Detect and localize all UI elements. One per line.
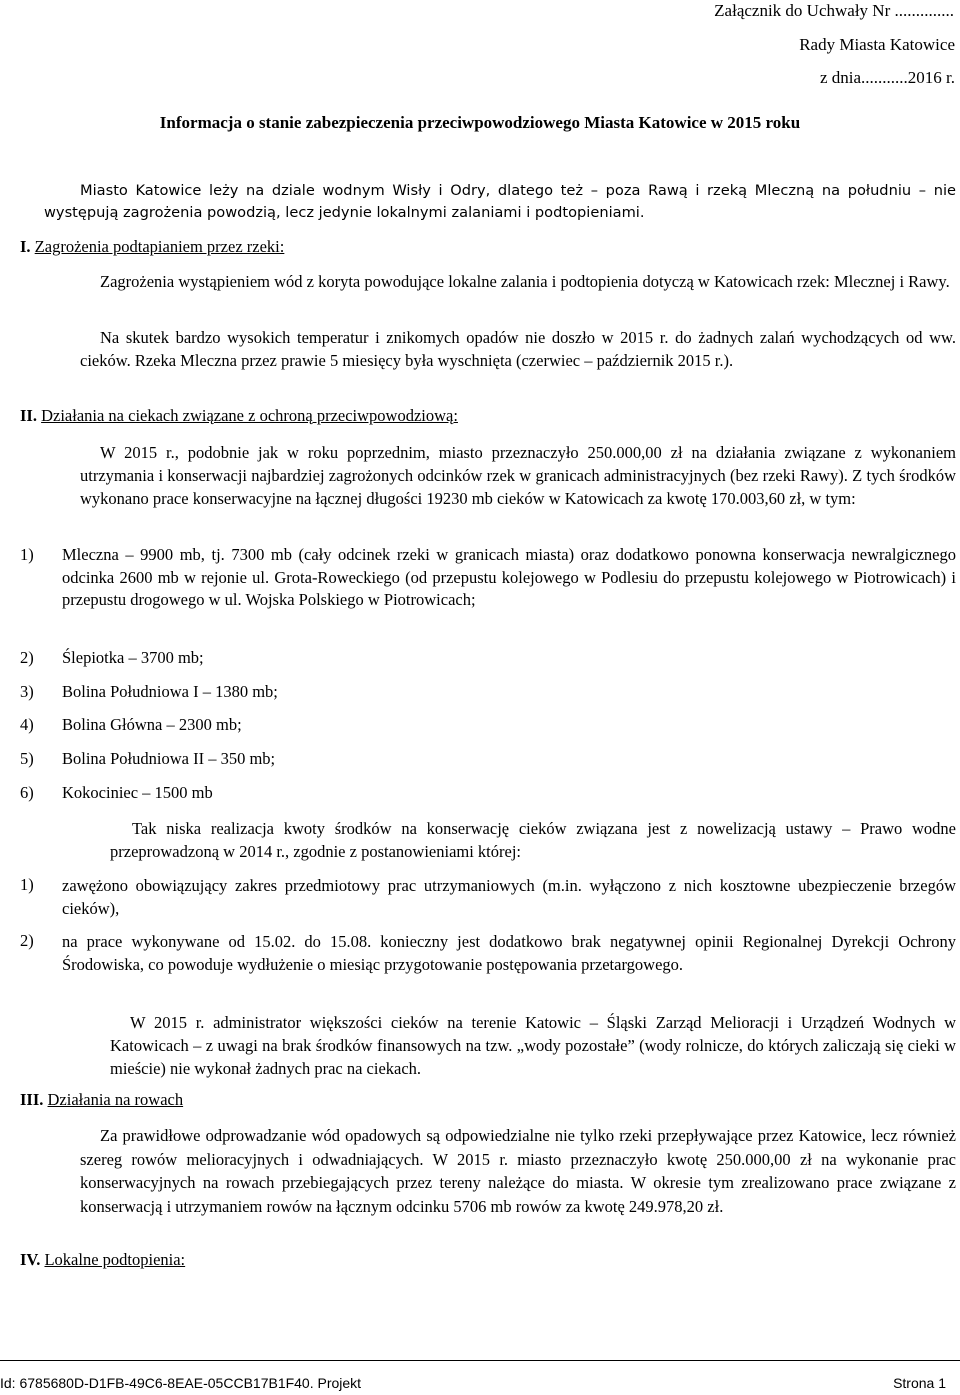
list-item: 5) Bolina Południowa II – 350 mb; bbox=[20, 748, 960, 771]
section-2-paragraph-1: W 2015 r., podobnie jak w roku poprzednim, miasto przeznaczyło 250.000,00 zł na działania związane z wykonaniem utrzymania i konserwacji najbardziej zagrożonych odcinków rzek w granicach administracyjnych (bez rzeki Rawy). Z tych środków wykonano prace konserwacyjne na łącznej długości 19230 mb cieków w Katowicach za kwotę 170.003,60 zł, w tym: bbox=[80, 443, 956, 508]
section-1-number: I. bbox=[20, 237, 31, 256]
document-id: Id: 6785680D-D1FB-49C6-8EAE-05CCB17B1F40. Projekt bbox=[0, 1375, 362, 1391]
header-line-1: Załącznik do Uchwały Nr .............. bbox=[714, 1, 954, 20]
document-title: Informacja o stanie zabezpieczenia przeciwpowodziowego Miasta Katowice w 2015 roku bbox=[159, 113, 801, 132]
page-number: Strona 1 bbox=[893, 1375, 946, 1391]
section-2-paragraph-3: W 2015 r. administrator większości cieków na terenie Katowic – Śląski Zarząd Melioracji i Urządzeń Wodnych w Katowicach – z uwagi na brak środków finansowych na tzw. „wody pozostałe” (wody rolnicze, do których zaliczają się cieki w mieście) nie wykonał żadnych prac na ciekach. bbox=[110, 1013, 956, 1078]
section-3-heading bbox=[20, 1089, 183, 1112]
section-2-heading bbox=[20, 405, 458, 428]
section-4-title: Lokalne podtopienia: bbox=[44, 1250, 186, 1269]
list-item-text: zawężono obowiązujący zakres przedmiotowy prac utrzymaniowych (m.in. wyłączono z nich kosztowne ubezpieczenie brzegów cieków), bbox=[62, 876, 956, 918]
header-line-2: Rady Miasta Katowice bbox=[799, 35, 955, 54]
section-2-title: Działania na ciekach związane z ochroną przeciwpowodziową: bbox=[41, 406, 458, 425]
list-item: 2) na prace wykonywane od 15.02. do 15.08. konieczny jest dodatkowo brak negatywnej opinii Regionalnej Dyrekcji Ochrony Środowiska, co powoduje wydłużenie o miesiąc przygotowanie postępowania przetargowego. bbox=[20, 931, 956, 974]
list-item: 1) zawężono obowiązujący zakres przedmiotowy prac utrzymaniowych (m.in. wyłączono z nich kosztowne ubezpieczenie brzegów cieków), bbox=[20, 875, 956, 918]
section-3-title: Działania na rowach bbox=[47, 1090, 184, 1109]
section-4-number: IV. bbox=[20, 1250, 41, 1269]
list-item: 6) Kokociniec – 1500 mb bbox=[20, 782, 960, 805]
section-4-heading bbox=[20, 1249, 185, 1272]
section-2-number: II. bbox=[20, 406, 37, 425]
footer-rule bbox=[0, 1360, 960, 1361]
list-item-text: Mleczna – 9900 mb, tj. 7300 mb (cały odcinek rzeki w granicach miasta) oraz dodatkowo ponowna konserwacja newralgicznego odcinka 2600 mb w rejonie ul. Grota-Roweckiego (od przepustu kolejowego w Podlesiu do przepustu kolejowego w Piotrowicach) i przepustu drogowego w ul. Wojska Polskiego w Piotrowicach; bbox=[62, 545, 956, 609]
list-item-text: Bolina Południowa I – 1380 mb; bbox=[62, 682, 278, 701]
list-item-text: Bolina Główna – 2300 mb; bbox=[62, 715, 242, 734]
list-item-text: na prace wykonywane od 15.02. do 15.08. konieczny jest dodatkowo brak negatywnej opinii Regionalnej Dyrekcji Ochrony Środowiska, co powoduje wydłużenie o miesiąc przygotowanie postępowania przetargowego. bbox=[62, 932, 956, 974]
section-1-paragraph-1: Zagrożenia wystąpieniem wód z koryta powodujące lokalne zalania i podtopienia dotyczą w Katowicach rzek: Mlecznej i Rawy. bbox=[100, 272, 950, 291]
list-item: 1) Mleczna – 9900 mb, tj. 7300 mb (cały odcinek rzeki w granicach miasta) oraz dodatkowo ponowna konserwacja newralgicznego odcinka 2600 mb w rejonie ul. Grota-Roweckiego (od przepustu kolejowego w Podlesiu do przepustu kolejowego w Piotrowicach) i przepustu drogowego w ul. Wojska Polskiego w Piotrowicach; bbox=[20, 544, 960, 612]
section-2-paragraph-2: Tak niska realizacja kwoty środków na konserwację cieków związana jest z nowelizacją ustawy – Prawo wodne przeprowadzoną w 2014 r., zgodnie z postanowieniami której: bbox=[110, 819, 956, 861]
section-1-heading bbox=[20, 236, 284, 259]
list-item-text: Bolina Południowa II – 350 mb; bbox=[62, 749, 276, 768]
section-3-number: III. bbox=[20, 1090, 44, 1109]
header-line-3: z dnia...........2016 r. bbox=[819, 68, 955, 87]
section-3-paragraph-1: Za prawidłowe odprowadzanie wód opadowych są odpowiedzialne nie tylko rzeki przepływające przez Katowice, lecz również szereg rowów melioracyjnych i odwadniających. W 2015 r. miasto przeznaczyło kwotę 250.000,00 zł na wykonanie prac konserwacyjnych na rowach przebiegających przez tereny należące do miasta. W okresie tym zrealizowano prace związane z konserwacją i utrzymaniem rowów na łącznym odcinku 5706 mb rowów za kwotę 249.978,20 zł. bbox=[80, 1126, 956, 1216]
list-item-text: Kokociniec – 1500 mb bbox=[62, 783, 213, 802]
section-1-title: Zagrożenia podtapianiem przez rzeki: bbox=[34, 237, 285, 256]
list-item: 2) Ślepiotka – 3700 mb; bbox=[20, 647, 960, 670]
list-item: 4) Bolina Główna – 2300 mb; bbox=[20, 714, 960, 737]
list-item-text: Ślepiotka – 3700 mb; bbox=[62, 648, 204, 667]
section-1-paragraph-2: Na skutek bardzo wysokich temperatur i znikomych opadów nie doszło w 2015 r. do żadnych zalań wychodzących od ww. cieków. Rzeka Mleczna przez prawie 5 miesięcy była wyschnięta (czerwiec – październik 2015 r.). bbox=[80, 328, 956, 370]
list-item: 3) Bolina Południowa I – 1380 mb; bbox=[20, 681, 960, 704]
intro-paragraph: Miasto Katowice leży na dziale wodnym Wisły i Odry, dlatego też – poza Rawą i rzeką Mleczną na południu – nie występują zagrożenia powodzią, lecz jedynie lokalnymi zalaniami i podtopieniami. bbox=[44, 182, 956, 221]
